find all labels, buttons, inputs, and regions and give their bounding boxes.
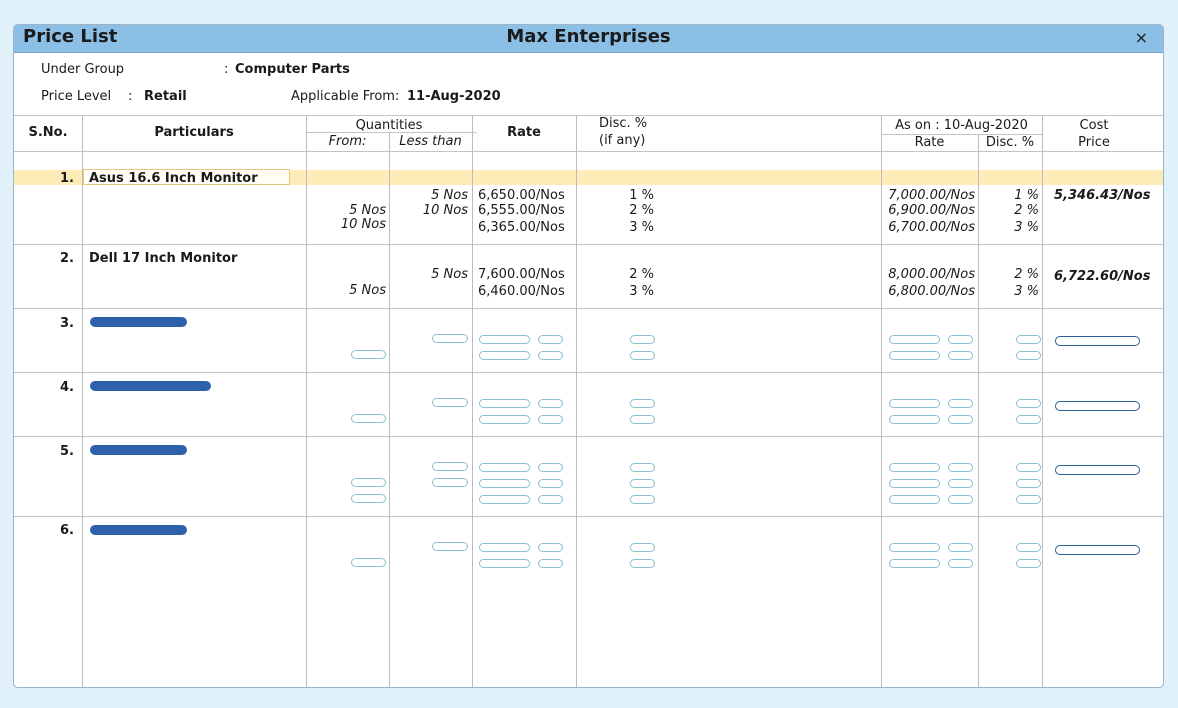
prev-disc: 2 % <box>1014 267 1039 282</box>
placeholder-field <box>432 334 468 343</box>
placeholder-field <box>630 335 655 344</box>
col-header-as-on-disc: Disc. % <box>985 135 1035 150</box>
disc-value[interactable]: 2 % <box>629 203 654 218</box>
placeholder-field <box>948 543 973 552</box>
placeholder-field <box>630 463 655 472</box>
placeholder-field <box>479 559 530 568</box>
placeholder-field <box>479 335 530 344</box>
placeholder-field <box>538 559 563 568</box>
placeholder-cost <box>1055 336 1140 346</box>
rate-value[interactable]: 6,650.00/Nos <box>478 188 565 203</box>
row-sno: 3. <box>60 316 74 331</box>
col-header-as-on: As on : 10-Aug-2020 <box>895 118 1028 133</box>
price-list-window <box>13 24 1164 688</box>
column-divider <box>1042 116 1043 688</box>
prev-disc: 2 % <box>1014 203 1039 218</box>
placeholder-field <box>889 559 940 568</box>
prev-disc: 3 % <box>1014 284 1039 299</box>
row-divider <box>14 516 1164 517</box>
placeholder-field <box>948 415 973 424</box>
placeholder-field <box>630 559 655 568</box>
placeholder-field <box>1016 543 1041 552</box>
placeholder-cost <box>1055 465 1140 475</box>
row-divider <box>14 436 1164 437</box>
col-header-less-than: Less than <box>399 134 462 149</box>
rate-value[interactable]: 7,600.00/Nos <box>478 267 565 282</box>
col-header-from: From: <box>328 134 367 149</box>
placeholder-field <box>432 462 468 471</box>
placeholder-field <box>351 494 386 503</box>
col-header-rate: Rate <box>507 125 541 140</box>
placeholder-field <box>630 479 655 488</box>
placeholder-field <box>889 335 940 344</box>
placeholder-field <box>948 351 973 360</box>
company-name: Max Enterprises <box>506 26 671 47</box>
placeholder-field <box>479 463 530 472</box>
placeholder-field <box>538 479 563 488</box>
title-bar <box>14 25 1163 53</box>
prev-disc: 3 % <box>1014 220 1039 235</box>
col-header-disc-if-any: (if any) <box>599 133 646 148</box>
placeholder-field <box>889 495 940 504</box>
placeholder-field <box>889 415 940 424</box>
placeholder-field <box>538 415 563 424</box>
placeholder-field <box>948 495 973 504</box>
placeholder-field <box>630 351 655 360</box>
column-divider <box>472 116 473 688</box>
placeholder-field <box>538 335 563 344</box>
placeholder-item-name <box>90 381 211 391</box>
column-header-divider <box>14 151 1164 152</box>
placeholder-field <box>1016 559 1041 568</box>
placeholder-field <box>889 463 940 472</box>
price-level-label: Price Level <box>41 89 112 104</box>
placeholder-field <box>948 479 973 488</box>
placeholder-cost <box>1055 545 1140 555</box>
column-divider <box>306 116 307 688</box>
prev-disc: 1 % <box>1014 188 1039 203</box>
col-header-as-on-rate: Rate <box>914 135 945 150</box>
placeholder-field <box>1016 463 1041 472</box>
placeholder-field <box>538 543 563 552</box>
placeholder-field <box>351 558 386 567</box>
column-divider <box>82 116 83 688</box>
placeholder-field <box>479 495 530 504</box>
placeholder-field <box>432 542 468 551</box>
row-sno: 4. <box>60 380 74 395</box>
under-group-colon: : <box>224 62 229 77</box>
placeholder-field <box>630 415 655 424</box>
under-group-value[interactable]: Computer Parts <box>235 62 350 77</box>
cost-price: 5,346.43/Nos <box>1054 188 1151 203</box>
col-header-sno: S.No. <box>28 125 68 140</box>
price-level-value[interactable]: Retail <box>144 89 187 104</box>
placeholder-field <box>479 351 530 360</box>
placeholder-field <box>1016 351 1041 360</box>
qty-from[interactable]: 5 Nos <box>349 203 386 218</box>
rate-value[interactable]: 6,555.00/Nos <box>478 203 565 218</box>
placeholder-field <box>1016 335 1041 344</box>
placeholder-item-name <box>90 317 187 327</box>
col-header-disc: Disc. % <box>599 116 648 131</box>
placeholder-field <box>538 399 563 408</box>
placeholder-field <box>1016 479 1041 488</box>
placeholder-field <box>351 350 386 359</box>
col-header-particulars: Particulars <box>154 125 234 140</box>
placeholder-field <box>538 495 563 504</box>
prev-rate: 7,000.00/Nos <box>888 188 975 203</box>
placeholder-field <box>479 399 530 408</box>
placeholder-field <box>889 479 940 488</box>
placeholder-field <box>432 478 468 487</box>
applicable-from-label: Applicable From: <box>291 89 400 104</box>
disc-value[interactable]: 2 % <box>629 267 654 282</box>
placeholder-item-name <box>90 445 187 455</box>
column-divider <box>576 116 577 688</box>
placeholder-field <box>479 479 530 488</box>
applicable-from-value[interactable]: 11-Aug-2020 <box>407 89 501 104</box>
placeholder-field <box>889 351 940 360</box>
placeholder-field <box>630 399 655 408</box>
placeholder-field <box>479 543 530 552</box>
placeholder-field <box>351 478 386 487</box>
header-divider <box>14 115 1164 116</box>
placeholder-field <box>889 543 940 552</box>
placeholder-item-name <box>90 525 187 535</box>
placeholder-field <box>889 399 940 408</box>
cost-price: 6,722.60/Nos <box>1054 269 1151 284</box>
prev-rate: 6,900.00/Nos <box>888 203 975 218</box>
row-divider <box>14 308 1164 309</box>
placeholder-field <box>538 463 563 472</box>
placeholder-cost <box>1055 401 1140 411</box>
qty-less-than[interactable]: 5 Nos <box>431 267 468 282</box>
row-divider <box>14 372 1164 373</box>
placeholder-field <box>479 415 530 424</box>
placeholder-field <box>1016 415 1041 424</box>
row-sno: 6. <box>60 523 74 538</box>
placeholder-field <box>948 463 973 472</box>
row-sno: 2. <box>60 251 74 266</box>
placeholder-field <box>432 398 468 407</box>
disc-value[interactable]: 3 % <box>629 284 654 299</box>
prev-rate: 8,000.00/Nos <box>888 267 975 282</box>
under-group-label: Under Group <box>41 62 125 77</box>
qty-less-than[interactable]: 5 Nos <box>431 188 468 203</box>
disc-value[interactable]: 1 % <box>629 188 654 203</box>
col-header-cost: Cost <box>1079 118 1109 133</box>
disc-value[interactable]: 3 % <box>629 220 654 235</box>
price-level-colon: : <box>128 89 133 104</box>
window-title: Price List <box>23 26 118 47</box>
placeholder-field <box>630 495 655 504</box>
placeholder-field <box>538 351 563 360</box>
placeholder-field <box>1016 399 1041 408</box>
prev-rate: 6,800.00/Nos <box>888 284 975 299</box>
item-name[interactable]: Dell 17 Inch Monitor <box>89 251 238 266</box>
qty-less-than[interactable]: 10 Nos <box>422 203 468 218</box>
prev-rate: 6,700.00/Nos <box>888 220 975 235</box>
row-divider <box>14 244 1164 245</box>
col-header-quantities: Quantities <box>355 118 423 133</box>
placeholder-field <box>351 414 386 423</box>
rate-value[interactable]: 6,460.00/Nos <box>478 284 565 299</box>
placeholder-field <box>630 543 655 552</box>
qty-from[interactable]: 5 Nos <box>349 283 386 298</box>
close-icon[interactable]: × <box>1134 28 1148 47</box>
row-sno: 1. <box>60 171 74 186</box>
placeholder-field <box>948 335 973 344</box>
row-sno: 5. <box>60 444 74 459</box>
placeholder-field <box>948 399 973 408</box>
placeholder-field <box>948 559 973 568</box>
placeholder-field <box>1016 495 1041 504</box>
item-name[interactable]: Asus 16.6 Inch Monitor <box>89 171 258 186</box>
qty-from[interactable]: 10 Nos <box>340 217 386 232</box>
col-header-price: Price <box>1078 135 1110 150</box>
rate-value[interactable]: 6,365.00/Nos <box>478 220 565 235</box>
